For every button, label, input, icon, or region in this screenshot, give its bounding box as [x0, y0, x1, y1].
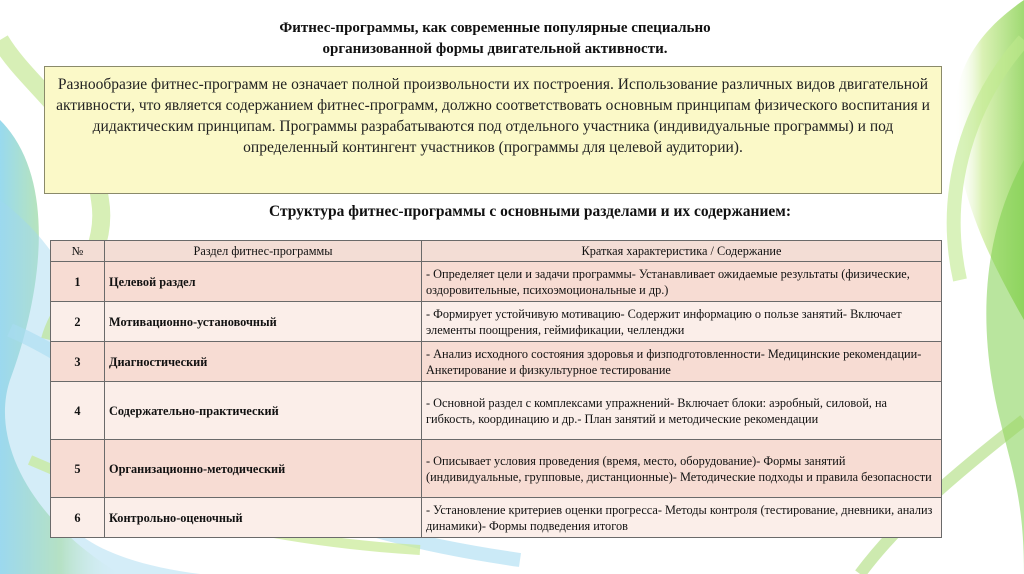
row-description: - Анализ исходного состояния здоровья и физподготовленности- Медицинские рекомендации- Анкетирование и физкультурное тестирование — [422, 342, 942, 382]
slide-title-line1: Фитнес-программы, как современные популярные специально — [279, 20, 711, 36]
table-row — [51, 498, 942, 538]
row-description: - Описывает условия проведения (время, место, оборудование)- Формы занятий (индивидуальные, групповые, дистанционные)- Методические подходы и правила безопасности — [422, 440, 942, 498]
intro-text-box — [44, 66, 942, 194]
slide-title — [180, 18, 810, 60]
table-row — [51, 382, 942, 440]
row-section: Содержательно-практический — [105, 382, 422, 440]
row-number: 3 — [51, 342, 105, 382]
slide-title-line2: организованной формы двигательной активности. — [322, 41, 668, 57]
intro-text: Разнообразие фитнес-программ не означает полной произвольности их построения. Использование различных видов двигательной активности, что является содержанием фитнес-программ, должно соответствовать основным принципам физического воспитания и дидактическим принципам. Программы разрабатываются под отдельного участника (индивидуальные программы) и под определенный контингент участников (программы для целевой аудитории). — [56, 76, 930, 156]
header-section: Раздел фитнес-программы — [105, 241, 422, 262]
header-num: № — [51, 241, 105, 262]
table-header-row — [51, 241, 942, 262]
row-section: Диагностический — [105, 342, 422, 382]
row-description: - Определяет цели и задачи программы- Устанавливает ожидаемые результаты (физические, оздоровительные, психоэмоциональные и др.) — [422, 262, 942, 302]
row-number: 6 — [51, 498, 105, 538]
row-section: Контрольно-оценочный — [105, 498, 422, 538]
row-description: - Установление критериев оценки прогресса- Методы контроля (тестирование, дневники, анализ динамики)- Формы подведения итогов — [422, 498, 942, 538]
table-row — [51, 262, 942, 302]
table-row — [51, 302, 942, 342]
row-section: Целевой раздел — [105, 262, 422, 302]
row-number: 1 — [51, 262, 105, 302]
row-description: - Основной раздел с комплексами упражнений- Включает блоки: аэробный, силовой, на гибкость, координацию и др.- План занятий и методические рекомендации — [422, 382, 942, 440]
row-number: 5 — [51, 440, 105, 498]
table-row — [51, 440, 942, 498]
table-row — [51, 342, 942, 382]
row-section: Организационно-методический — [105, 440, 422, 498]
program-structure-table — [50, 240, 942, 538]
row-number: 2 — [51, 302, 105, 342]
table-title: Структура фитнес-программы с основными разделами и их содержанием: — [268, 203, 792, 220]
row-section: Мотивационно-установочный — [105, 302, 422, 342]
row-number: 4 — [51, 382, 105, 440]
row-description: - Формирует устойчивую мотивацию- Содержит информацию о пользе занятий- Включает элементы поощрения, геймификации, челленджи — [422, 302, 942, 342]
header-description: Краткая характеристика / Содержание — [422, 241, 942, 262]
